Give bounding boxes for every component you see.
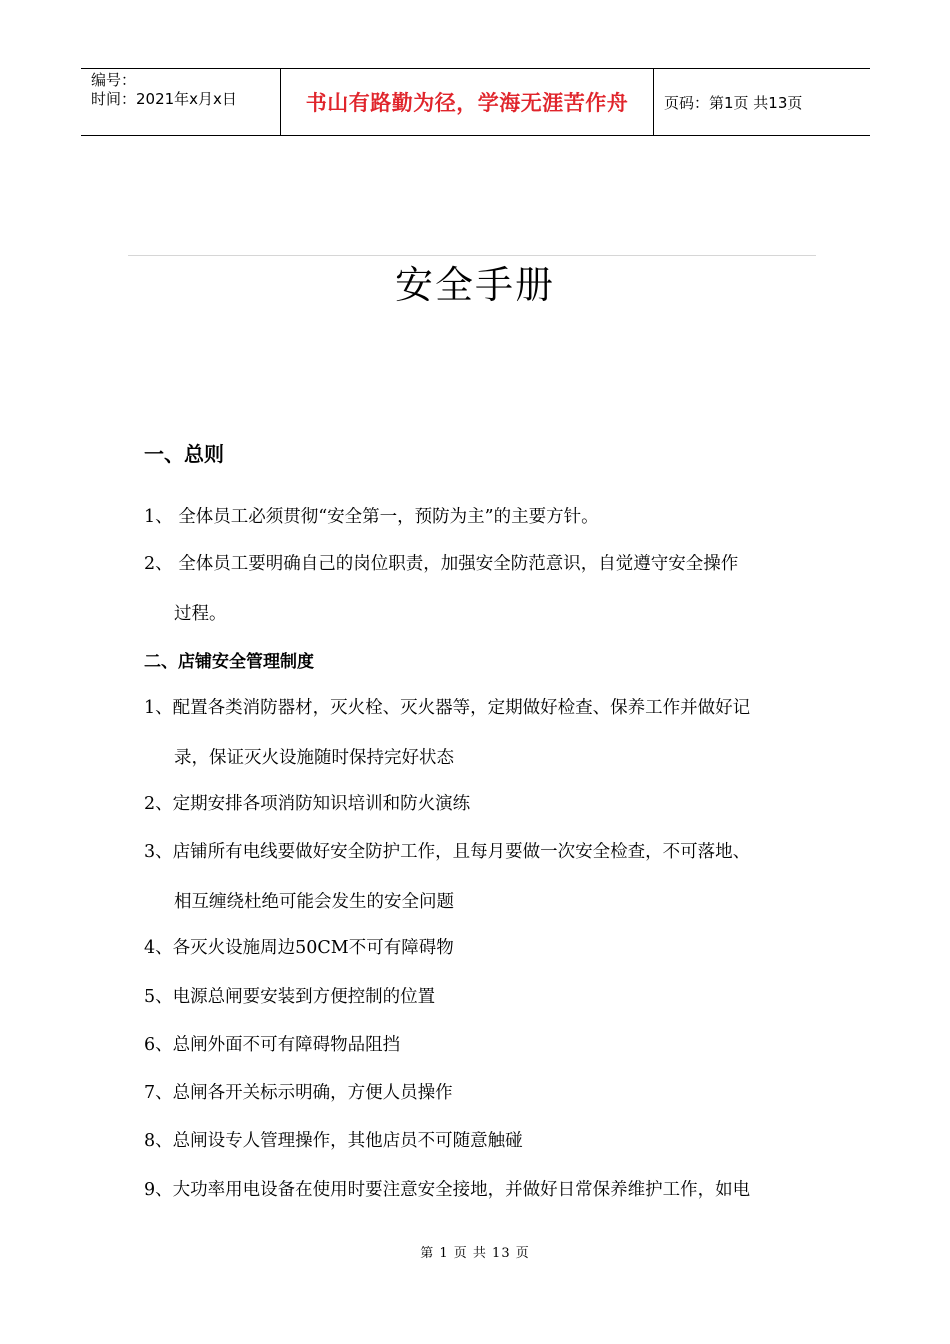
section2-line-10: 8、总闸设专人管理操作，其他店员不可随意触碰	[144, 1131, 523, 1151]
section2-line-9: 7、总闸各开关标示明确，方便人员操作	[144, 1083, 453, 1103]
section2-line-7: 5、电源总闸要安装到方便控制的位置	[144, 987, 436, 1007]
section2-line-1: 1、配置各类消防器材，灭火栓、灭火器等，定期做好检查、保养工作并做好记	[144, 698, 751, 718]
document-number-label: 编号：	[91, 71, 137, 89]
section-heading-general: 一、总则	[144, 442, 224, 466]
header-page-info: 页码：第1页 共13页	[664, 93, 803, 112]
section2-line-8: 6、总闸外面不可有障碍物品阻挡	[144, 1035, 401, 1055]
page-footer: 第 1 页 共 13 页	[420, 1246, 530, 1261]
section-heading-store-safety: 二、店铺安全管理制度	[144, 652, 314, 672]
section1-line-3: 过程。	[174, 604, 227, 624]
section2-line-4: 3、店铺所有电线要做好安全防护工作，且每月要做一次安全检查，不可落地、	[144, 842, 751, 862]
section2-line-11: 9、大功率用电设备在使用时要注意安全接地，并做好日常保养维护工作，如电	[144, 1180, 751, 1200]
page-title: 安全手册	[394, 263, 555, 307]
section2-line-3: 2、定期安排各项消防知识培训和防火演练	[144, 794, 471, 814]
header-meta-cell	[81, 69, 281, 135]
section2-line-5: 相互缠绕杜绝可能会发生的安全问题	[174, 892, 454, 912]
section1-line-1: 1、 全体员工必须贯彻“安全第一，预防为主”的主要方针。	[144, 507, 599, 527]
document-time-label: 时间：2021年x月x日	[91, 90, 237, 108]
section1-line-2: 2、 全体员工要明确自己的岗位职责，加强安全防范意识，自觉遵守安全操作	[144, 554, 739, 574]
document-header	[81, 68, 870, 136]
section2-line-6: 4、各灭火设施周边50CM不可有障碍物	[144, 938, 454, 958]
title-divider	[128, 255, 816, 256]
section2-line-2: 录，保证灭火设施随时保持完好状态	[174, 748, 454, 768]
header-motto: 书山有路勤为径，学海无涯苦作舟	[281, 69, 654, 135]
